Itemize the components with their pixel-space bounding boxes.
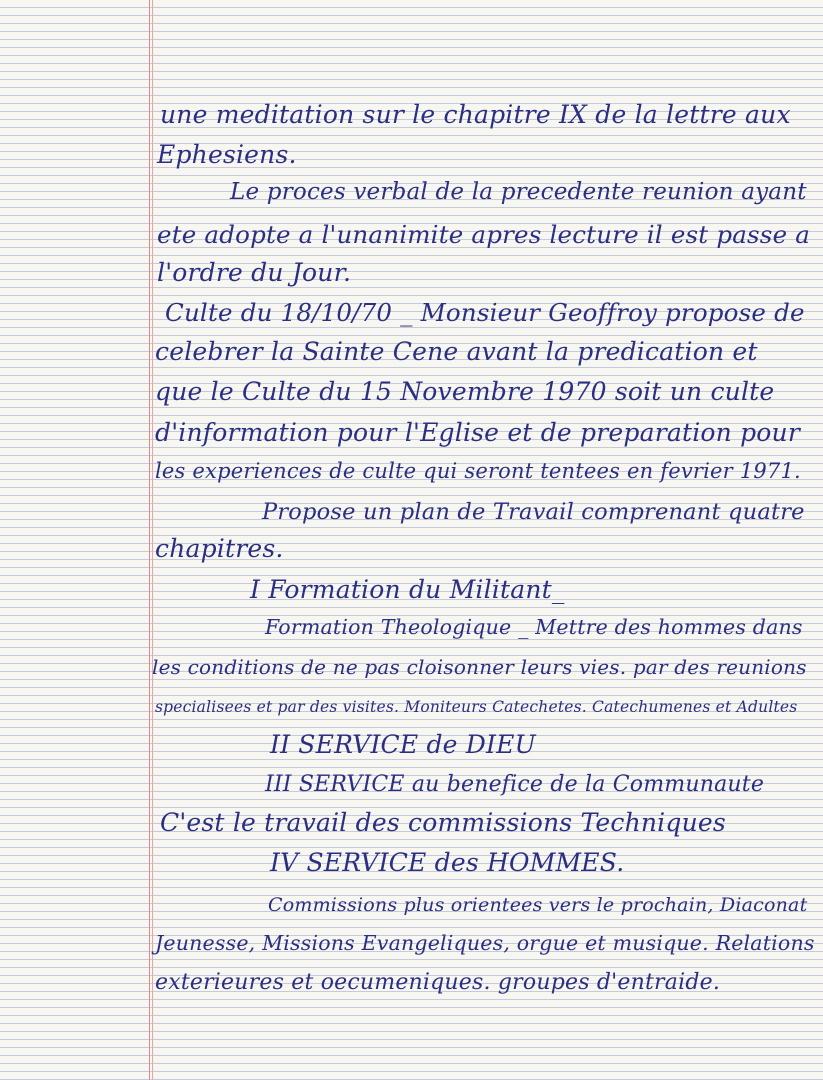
section-heading: II SERVICE de DIEU <box>270 730 536 759</box>
text-line: Le proces verbal de la precedente reunion ayant <box>230 179 807 205</box>
text-line: que le Culte du 15 Novembre 1970 soit un culte <box>155 377 775 406</box>
text-line: ete adopte a l'unanimite apres lecture il est passe a <box>157 220 811 249</box>
text-line: Commissions plus orientees vers le prochain, Diaconat <box>268 894 808 916</box>
text-line: Formation Theologique _ Mettre des hommes dans <box>265 615 803 639</box>
text-line: une meditation sur le chapitre IX de la lettre aux <box>160 100 791 129</box>
text-line: C'est le travail des commissions Techniques <box>160 808 726 837</box>
text-line: chapitres. <box>155 534 284 563</box>
text-line: exterieures et oecumeniques. groupes d'entraide. <box>155 970 721 995</box>
text-line: Jeunesse, Missions Evangeliques, orgue et musique. Relations <box>155 931 815 955</box>
text-line: l'ordre du Jour. <box>157 258 352 287</box>
text-line: les experiences de culte qui seront tentees en fevrier 1971. <box>155 459 801 483</box>
text-line: celebrer la Sainte Cene avant la predication et <box>155 337 758 366</box>
text-line: Propose un plan de Travail comprenant quatre <box>262 499 805 525</box>
text-line: d'information pour l'Eglise et de preparation pour <box>155 418 801 447</box>
text-line: Culte du 18/10/70 _ Monsieur Geoffroy propose de <box>165 298 805 327</box>
text-line: specialisees et par des visites. Moniteurs Catechetes. Catechumenes et Adultes <box>155 698 798 716</box>
section-heading: I Formation du Militant_ <box>250 575 565 604</box>
section-heading: IV SERVICE des HOMMES. <box>270 848 625 877</box>
text-line: Ephesiens. <box>157 140 297 169</box>
text-line: les conditions de ne pas cloisonner leurs vies. par des reunions <box>152 655 807 679</box>
section-heading: III SERVICE au benefice de la Communaute <box>265 772 765 797</box>
